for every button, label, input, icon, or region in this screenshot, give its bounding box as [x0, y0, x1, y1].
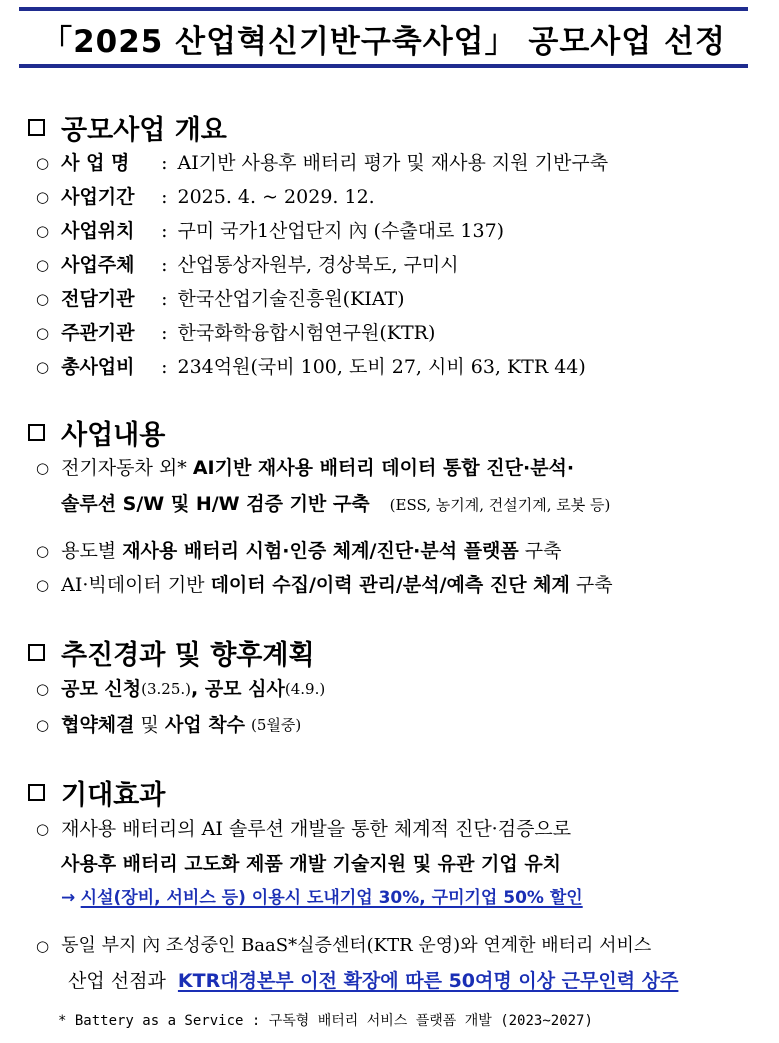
circle-bullet-icon: ○ [36, 716, 50, 735]
item-value: 2025. 4. ~ 2029. 12. [177, 186, 375, 208]
discount-highlight: 시설(장비, 서비스 등) 이용시 도내기업 30%, 구미기업 50% 할인 [80, 888, 583, 908]
title-top-rule [19, 7, 748, 11]
item-label: 전담기관 [61, 288, 135, 310]
item-label: 총사업비 [61, 356, 135, 378]
effects-item-1 [36, 818, 755, 841]
text: 및 [134, 714, 165, 736]
text-small: (4.9.) [284, 680, 326, 699]
content-item-1 [36, 457, 755, 480]
effects-item-2-cont [68, 970, 755, 993]
item-value: 산업통상자원부, 경상북도, 구미시 [177, 254, 459, 276]
item-label: 주관기관 [61, 322, 135, 344]
circle-bullet-icon: ○ [36, 820, 50, 839]
content-item-1-cont [61, 493, 755, 516]
overview-item-budget [36, 356, 755, 379]
item-value: AI기반 사용후 배터리 평가 및 재사용 지원 기반구축 [177, 152, 609, 174]
section-content-heading [28, 413, 165, 452]
checkbox-square-icon [28, 784, 45, 801]
overview-item-location [36, 220, 755, 243]
section-title: 추진경과 및 향후계획 [61, 640, 315, 671]
page-title: 「2025 산업혁신기반구축사업」 공모사업 선정 [41, 23, 726, 60]
circle-bullet-icon: ○ [36, 324, 50, 343]
text-bold: 공모 신청 [61, 678, 142, 700]
item-value: 한국산업기술진흥원(KIAT) [177, 288, 405, 310]
text: 산업 선점과 [68, 970, 172, 992]
colon: : [161, 254, 168, 276]
text-bold: , 공모 심사 [191, 678, 285, 700]
checkbox-square-icon [28, 644, 45, 661]
effects-item-1-cont [61, 853, 755, 876]
item-value: 234억원(국비 100, 도비 27, 시비 63, KTR 44) [177, 356, 586, 378]
item-label: 사업위치 [61, 220, 135, 242]
footnote: * Battery as a Service : 구독형 배터리 서비스 플랫폼 개발 (2023~2027) [58, 1013, 593, 1029]
effects-item-1-arrow-line [61, 888, 755, 908]
section-title: 공모사업 개요 [61, 115, 227, 146]
circle-bullet-icon: ○ [36, 222, 50, 241]
circle-bullet-icon: ○ [36, 256, 50, 275]
checkbox-square-icon [28, 119, 45, 136]
text: 재사용 배터리의 AI 솔루션 개발을 통한 체계적 진단·검증으로 [61, 818, 572, 840]
progress-item-1 [36, 678, 755, 701]
title-bottom-rule [19, 64, 748, 68]
circle-bullet-icon: ○ [36, 188, 50, 207]
item-label: 사업기간 [61, 186, 135, 208]
item-value: 한국화학융합시험연구원(KTR) [177, 322, 436, 344]
text-bold: AI기반 재사용 배터리 데이터 통합 진단·분석· [192, 457, 575, 479]
overview-item-period [36, 186, 755, 209]
content-item-3 [36, 574, 755, 597]
circle-bullet-icon: ○ [36, 680, 50, 699]
progress-item-2 [36, 714, 755, 737]
text-small: (5월중) [250, 716, 302, 735]
effects-item-2 [36, 935, 755, 957]
overview-item-lead [36, 322, 755, 345]
overview-item-sponsor [36, 254, 755, 277]
item-label: 사업주체 [61, 254, 135, 276]
text: 용도별 [61, 540, 123, 562]
text-bold: 협약체결 [61, 714, 135, 736]
section-progress-heading [28, 633, 315, 672]
section-title: 사업내용 [61, 420, 166, 451]
circle-bullet-icon: ○ [36, 576, 50, 595]
text: 구축 [518, 540, 562, 562]
text-bold: 데이터 수집/이력 관리/분석/예측 진단 체계 [210, 574, 570, 596]
content-item-2 [36, 540, 755, 563]
circle-bullet-icon: ○ [36, 936, 50, 955]
text: 동일 부지 內 조성중인 BaaS*실증센터(KTR 운영)와 연계한 배터리 서비스 [61, 935, 652, 956]
colon: : [161, 220, 168, 242]
text-bold: 솔루션 S/W 및 H/W 검증 기반 구축 [61, 493, 370, 515]
text-bold: 재사용 배터리 시험·인증 체계/진단·분석 플랫폼 [122, 540, 519, 562]
section-overview-heading [28, 108, 227, 147]
colon: : [161, 186, 168, 208]
text-small: (ESS, 농기계, 건설기계, 로봇 등) [389, 496, 611, 514]
text: AI·빅데이터 기반 [61, 574, 211, 596]
item-value: 구미 국가1산업단지 內 (수출대로 137) [177, 220, 505, 242]
overview-item-name [36, 152, 755, 175]
overview-item-agency [36, 288, 755, 311]
circle-bullet-icon: ○ [36, 358, 50, 377]
circle-bullet-icon: ○ [36, 290, 50, 309]
text-small: (3.25.) [141, 680, 191, 699]
circle-bullet-icon: ○ [36, 542, 50, 561]
item-label: 사 업 명 [61, 152, 130, 174]
text-bold: 사업 착수 [164, 714, 245, 736]
checkbox-square-icon [28, 424, 45, 441]
text: 구축 [569, 574, 613, 596]
right-arrow-icon: → [61, 888, 76, 908]
colon: : [161, 288, 168, 310]
text: 전기자동차 외* [61, 457, 193, 479]
section-effects-heading [28, 773, 165, 812]
circle-bullet-icon: ○ [36, 459, 50, 478]
colon: : [161, 152, 168, 174]
circle-bullet-icon: ○ [36, 154, 50, 173]
text-bold: 사용후 배터리 고도화 제품 개발 기술지원 및 유관 기업 유치 [61, 853, 562, 875]
relocation-highlight: KTR대경본부 이전 확장에 따른 50여명 이상 근무인력 상주 [177, 970, 679, 992]
colon: : [161, 322, 168, 344]
colon: : [161, 356, 168, 378]
section-title: 기대효과 [61, 780, 166, 811]
